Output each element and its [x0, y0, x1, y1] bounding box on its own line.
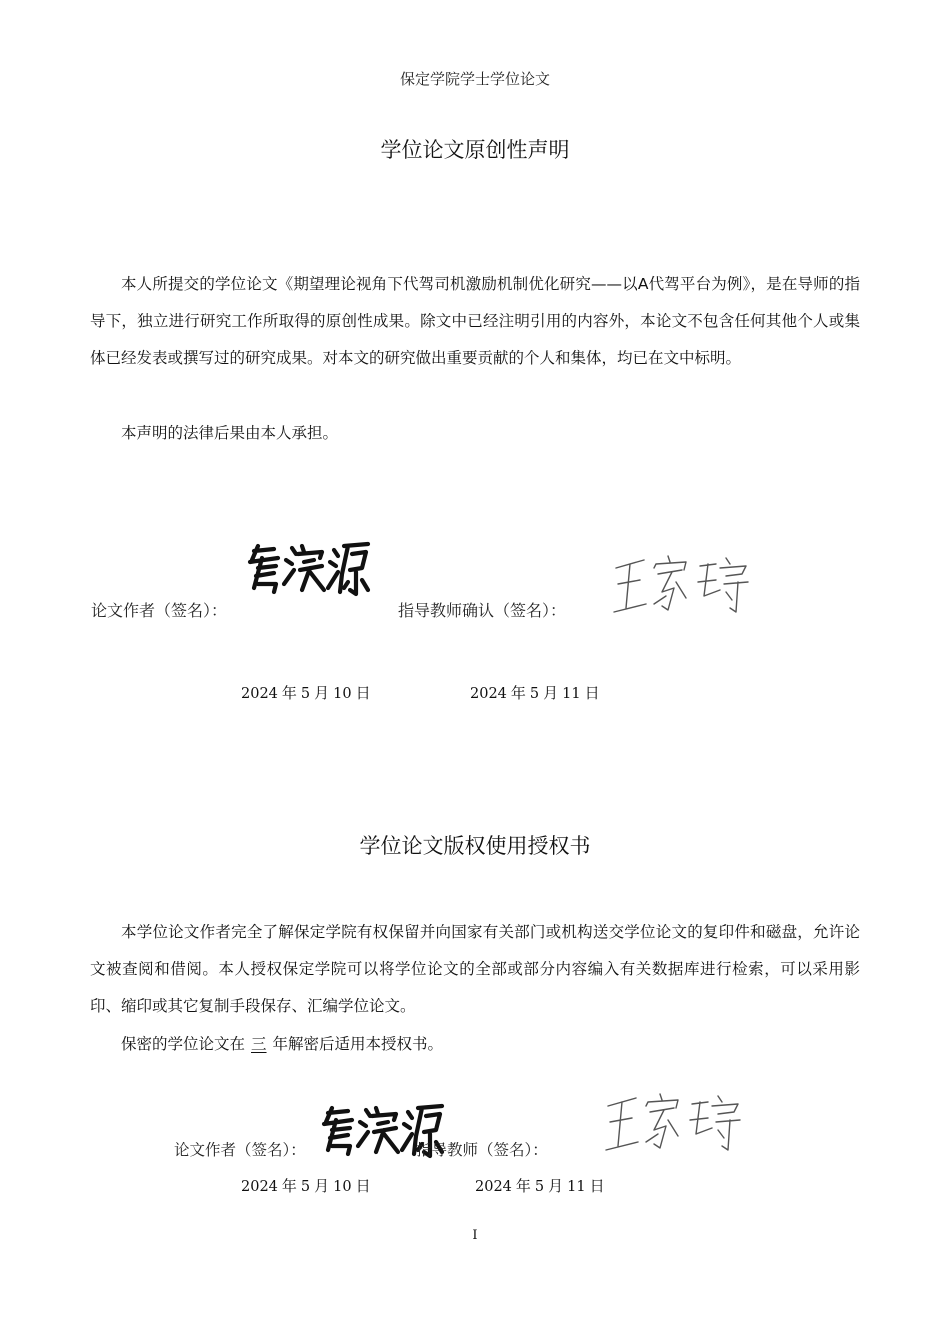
author-date-month: 5 [300, 1179, 311, 1195]
author-date [241, 682, 375, 703]
advisor-date-day: 11 [567, 1179, 586, 1195]
secrecy-prefix: 保密的学位论文在 [121, 1035, 246, 1053]
month-unit: 月 [543, 684, 559, 702]
day-unit: 日 [589, 1177, 605, 1195]
advisor-signature-label-2: 指导教师（签名）： [416, 1141, 548, 1159]
author-signature-label: 论文作者（签名）： [91, 601, 228, 620]
advisor-date-year: 2024 [470, 686, 507, 702]
author-date-day: 10 [333, 686, 352, 702]
author-handwritten-signature [244, 540, 372, 598]
month-unit: 月 [314, 684, 330, 702]
advisor-handwritten-signature [610, 552, 750, 618]
author-date-year: 2024 [241, 686, 278, 702]
author-date-year: 2024 [241, 1179, 278, 1195]
day-unit: 日 [355, 684, 371, 702]
month-unit: 月 [548, 1177, 564, 1195]
author-date-month: 5 [300, 686, 311, 702]
advisor-date-month: 5 [534, 1179, 545, 1195]
author-date-day: 10 [333, 1179, 352, 1195]
authorization-paragraph: 本学位论文作者完全了解保定学院有权保留并向国家有关部门或机构送交学位论文的复印件和磁盘，允许论文被查阅和借阅。本人授权保定学院可以将学位论文的全部或部分内容编入有关数据库进行检索，可以采用影印、缩印或其它复制手段保存、汇编学位论文。 [90, 923, 860, 1015]
year-unit: 年 [281, 1177, 297, 1195]
advisor-date-day: 11 [562, 686, 581, 702]
page-number: I [472, 1228, 478, 1243]
year-unit: 年 [281, 684, 297, 702]
advisor-date-year: 2024 [475, 1179, 512, 1195]
secrecy-suffix: 年解密后适用本授权书。 [272, 1035, 444, 1053]
originality-liability-paragraph: 本声明的法律后果由本人承担。 [121, 424, 339, 442]
secrecy-paragraph [90, 1026, 860, 1063]
author-signature-label-2: 论文作者（签名）： [174, 1141, 306, 1159]
year-unit: 年 [510, 684, 526, 702]
advisor-date-2 [475, 1175, 609, 1196]
day-unit: 日 [584, 684, 600, 702]
advisor-date-month: 5 [529, 686, 540, 702]
author-date-2 [241, 1175, 375, 1196]
advisor-handwritten-signature-2 [602, 1090, 742, 1156]
authorization-title: 学位论文版权使用授权书 [359, 834, 591, 858]
month-unit: 月 [314, 1177, 330, 1195]
day-unit: 日 [355, 1177, 371, 1195]
advisor-date [470, 682, 604, 703]
originality-paragraph: 本人所提交的学位论文《期望理论视角下代驾司机激励机制优化研究——以A代驾平台为例》，是在导师的指导下，独立进行研究工作所取得的原创性成果。除文中已经注明引用的内容外，本论文不包含任何其他个人或集体已经发表或撰写过的研究成果。对本文的研究做出重要贡献的个人和集体，均已在文中标明。 [90, 275, 860, 367]
originality-title: 学位论文原创性声明 [380, 138, 570, 162]
running-header: 保定学院学士学位论文 [399, 70, 550, 88]
year-unit: 年 [515, 1177, 531, 1195]
advisor-confirm-signature-label: 指导教师确认（签名）： [398, 601, 567, 620]
secrecy-years: 三 [251, 1035, 267, 1053]
